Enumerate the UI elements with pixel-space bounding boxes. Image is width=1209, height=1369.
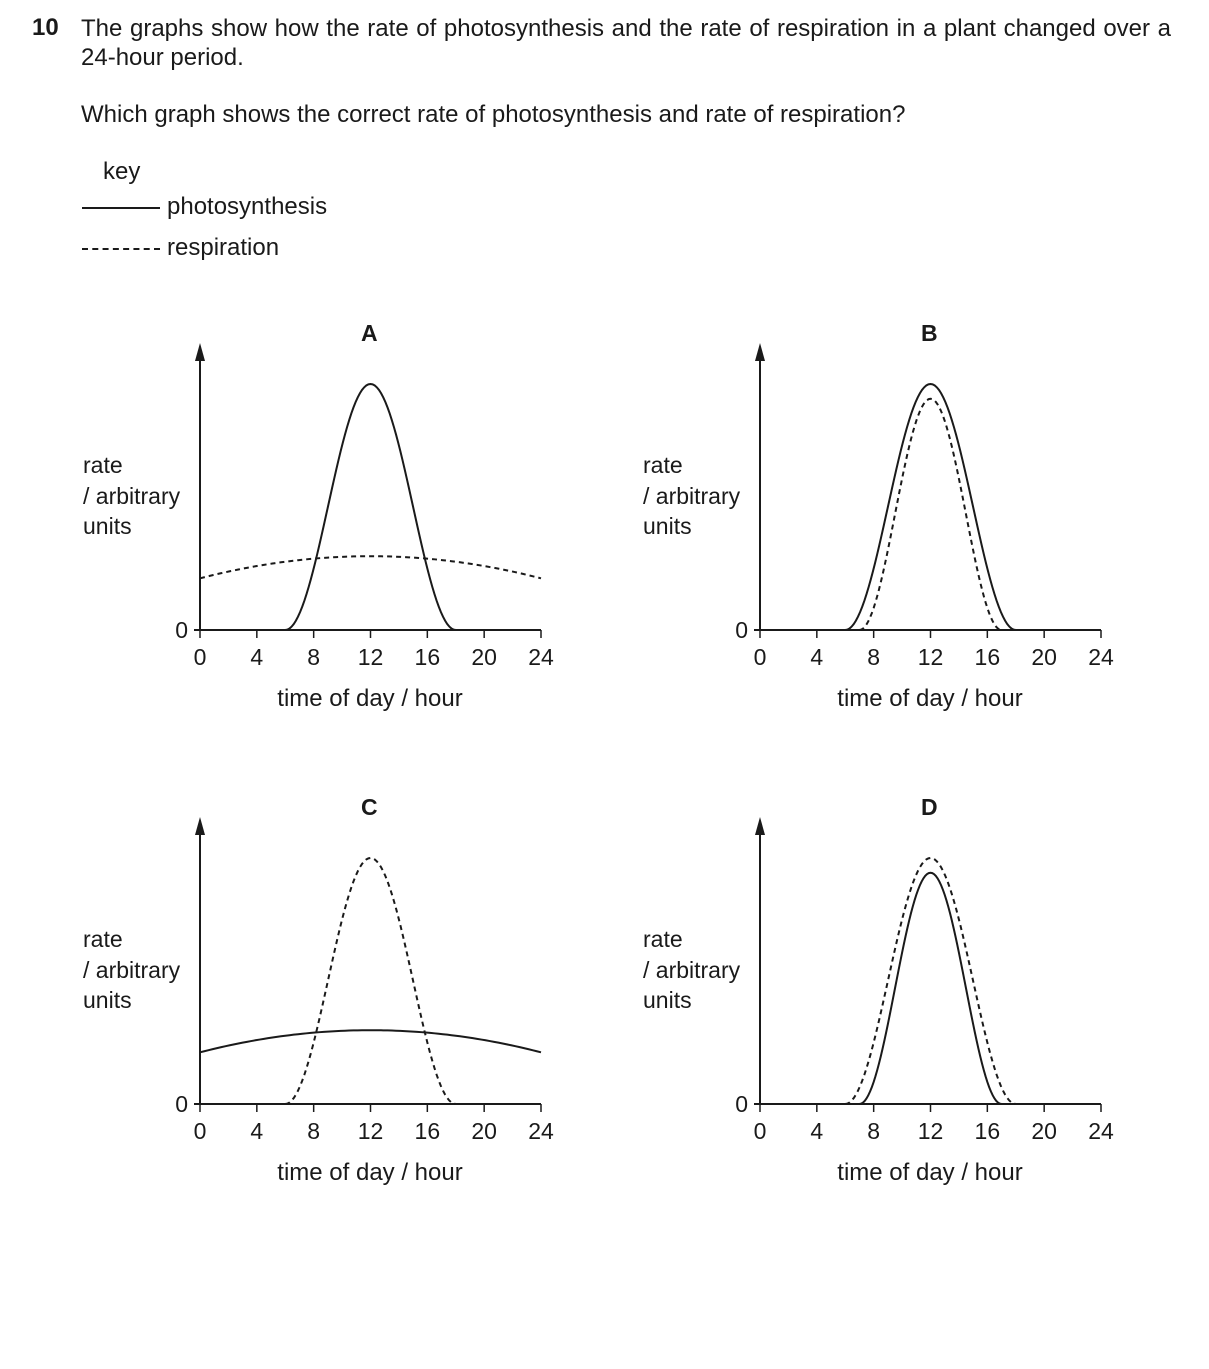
x-tick-label: 20 (471, 644, 497, 670)
respiration-line (859, 399, 1001, 630)
respiration-line (285, 858, 456, 1104)
key-label-respiration: respiration (167, 234, 280, 261)
panel-label: C (361, 794, 378, 820)
y-axis-label-line: units (643, 513, 692, 539)
x-axis-label: time of day / hour (277, 1159, 463, 1186)
question-number: 10 (32, 14, 59, 41)
x-tick-label: 8 (867, 1118, 881, 1144)
graph-panel-c (80, 779, 640, 1199)
x-tick-label: 24 (528, 644, 554, 670)
x-tick-label: 24 (1088, 1118, 1114, 1144)
x-tick-label: 12 (917, 1118, 944, 1144)
key-title: key (103, 158, 141, 185)
panel-label: A (361, 320, 378, 346)
x-tick-label: 24 (528, 1118, 554, 1144)
x-tick-label: 16 (974, 1118, 1001, 1144)
solid-line-swatch (82, 207, 160, 209)
x-tick-label: 16 (414, 644, 441, 670)
x-tick-label: 12 (357, 1118, 384, 1144)
respiration-line (200, 556, 541, 578)
graph-panel-a (80, 305, 640, 725)
photosynthesis-line (859, 873, 1001, 1104)
y-axis-label-line: / arbitrary (83, 482, 181, 509)
question-stem: The graphs show how the rate of photosynthesis and the rate of respiration in a plant changed over a 24-hour period. (81, 15, 1171, 71)
x-tick-label: 4 (810, 644, 824, 670)
graph-panel-b (640, 305, 1200, 725)
panel-label: D (921, 794, 938, 820)
x-axis-label: time of day / hour (277, 685, 463, 712)
x-tick-label: 20 (1031, 1118, 1057, 1144)
x-tick-label: 8 (307, 1118, 321, 1144)
key-label-photosynthesis: photosynthesis (167, 193, 328, 220)
x-axis-label: time of day / hour (837, 685, 1023, 712)
question-prompt: Which graph shows the correct rate of photosynthesis and rate of respiration? (81, 101, 906, 128)
dashed-line-swatch (82, 248, 160, 250)
y-tick-label: 0 (175, 1091, 188, 1117)
x-tick-label: 16 (974, 644, 1001, 670)
y-tick-label: 0 (735, 1091, 748, 1117)
x-tick-label: 12 (917, 644, 944, 670)
graph-panel-d (640, 779, 1200, 1199)
photosynthesis-line (285, 384, 456, 630)
y-axis-label-line: rate (643, 452, 683, 478)
x-tick-label: 20 (471, 1118, 497, 1144)
x-tick-label: 12 (357, 644, 384, 670)
y-axis-label-line: units (643, 987, 692, 1013)
x-tick-label: 0 (753, 1118, 767, 1144)
photosynthesis-line (200, 1030, 541, 1052)
chart-plot (640, 779, 1200, 1199)
x-axis-label: time of day / hour (837, 1159, 1023, 1186)
y-axis-arrowhead (755, 817, 765, 835)
y-axis-arrowhead (755, 343, 765, 361)
y-axis-label-line: units (83, 987, 132, 1013)
x-tick-label: 20 (1031, 644, 1057, 670)
x-tick-label: 8 (307, 644, 321, 670)
x-tick-label: 8 (867, 644, 881, 670)
respiration-line (845, 858, 1016, 1104)
y-axis-label-line: rate (83, 926, 123, 952)
x-tick-label: 0 (753, 644, 767, 670)
x-tick-label: 4 (250, 644, 264, 670)
y-tick-label: 0 (735, 617, 748, 643)
y-axis-label-line: rate (643, 926, 683, 952)
y-axis-label-line: rate (83, 452, 123, 478)
panel-label: B (921, 320, 938, 346)
chart-plot (640, 305, 1200, 725)
x-tick-label: 4 (250, 1118, 264, 1144)
x-tick-label: 24 (1088, 644, 1114, 670)
y-axis-arrowhead (195, 817, 205, 835)
photosynthesis-line (845, 384, 1016, 630)
x-tick-label: 0 (193, 644, 207, 670)
x-tick-label: 0 (193, 1118, 207, 1144)
y-tick-label: 0 (175, 617, 188, 643)
y-axis-label-line: units (83, 513, 132, 539)
y-axis-label-line: / arbitrary (643, 956, 741, 983)
chart-plot (80, 305, 640, 725)
y-axis-label-line: / arbitrary (83, 956, 181, 983)
chart-plot (80, 779, 640, 1199)
y-axis-label-line: / arbitrary (643, 482, 741, 509)
x-tick-label: 16 (414, 1118, 441, 1144)
x-tick-label: 4 (810, 1118, 824, 1144)
y-axis-arrowhead (195, 343, 205, 361)
